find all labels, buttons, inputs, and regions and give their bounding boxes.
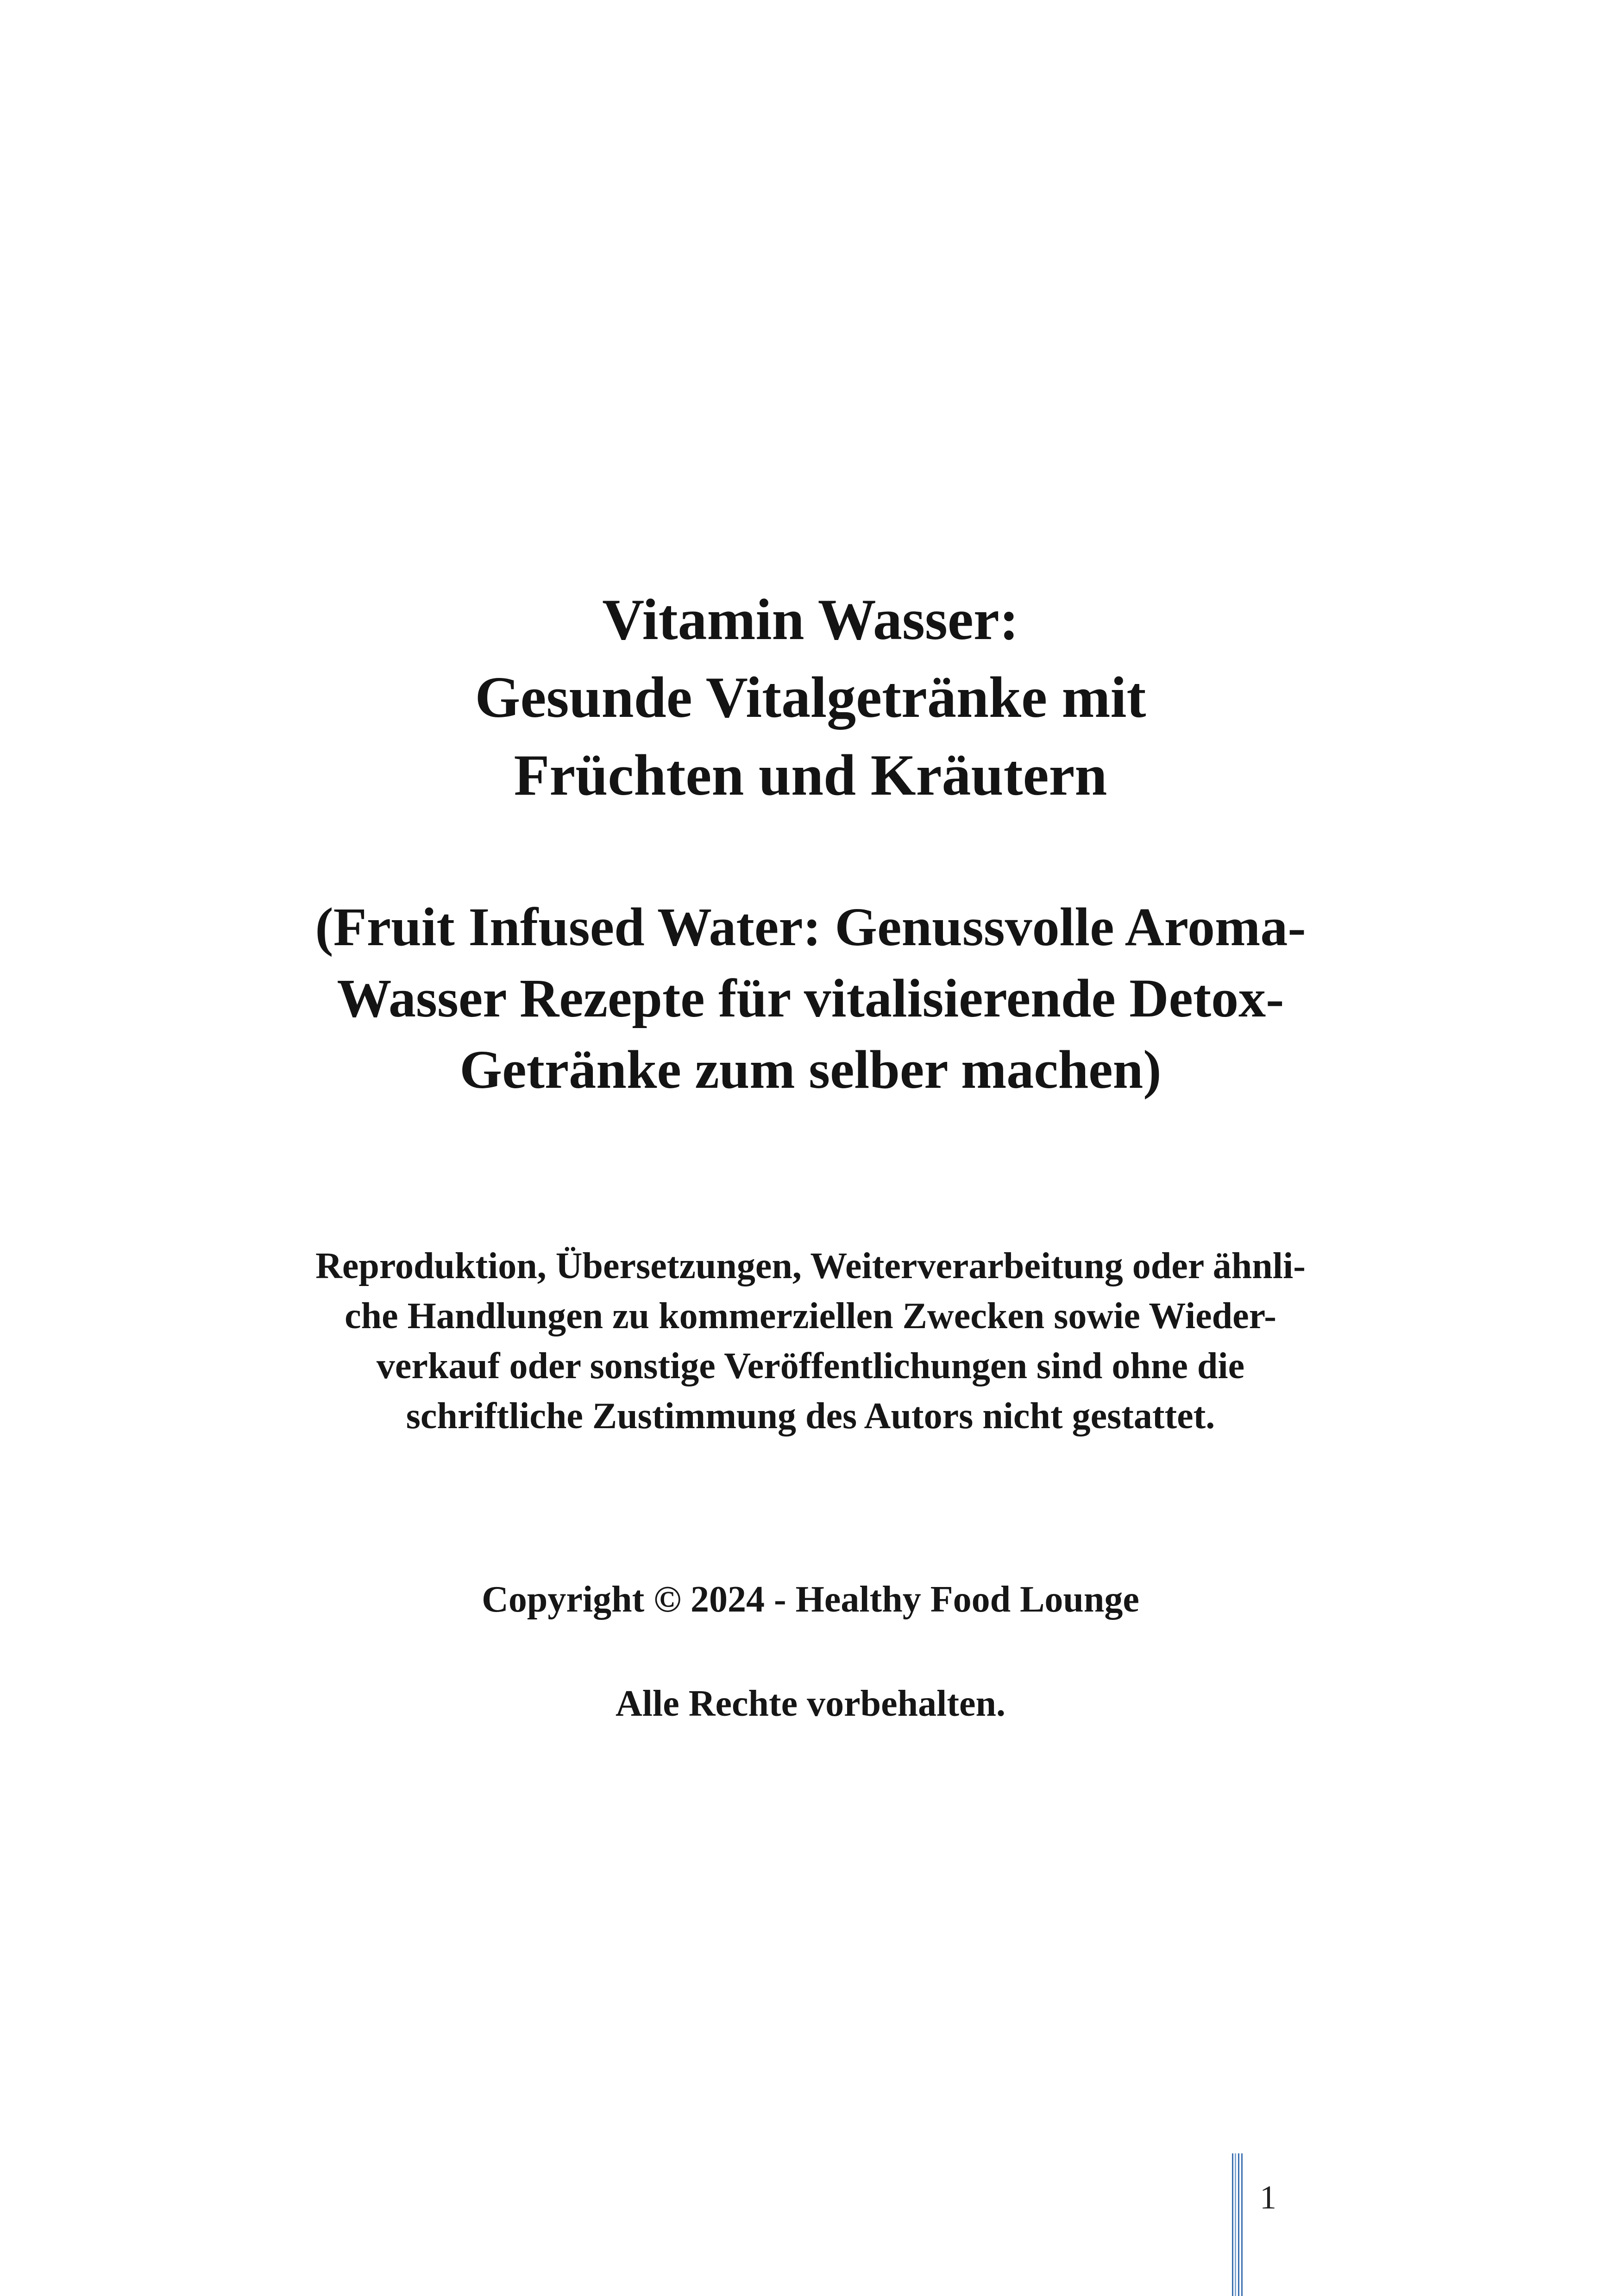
copyright-line: Copyright © 2024 - Healthy Food Lounge <box>482 1579 1139 1620</box>
page-number-rule <box>1232 2153 1244 2296</box>
notice-line-1: Reproduktion, Übersetzungen, Weiterverarbeitung oder ähnli- <box>315 1246 1306 1286</box>
legal-notice <box>0 1241 1621 1441</box>
subtitle-line-1: (Fruit Infused Water: Genussvolle Aroma- <box>315 897 1306 957</box>
notice-line-3: verkauf oder sonstige Veröffentlichungen sind ohne die <box>376 1346 1245 1386</box>
title-line-1: Vitamin Wasser: <box>602 588 1019 652</box>
notice-line-4: schriftliche Zustimmung des Autors nicht gestattet. <box>406 1396 1215 1437</box>
subtitle-line-2: Wasser Rezepte für vitalisierende Detox- <box>337 968 1284 1029</box>
book-subtitle <box>0 891 1621 1105</box>
rights-reserved-line: Alle Rechte vorbehalten. <box>615 1683 1006 1724</box>
book-title <box>0 581 1621 815</box>
page-number: 1 <box>1260 2179 1276 2216</box>
title-line-3: Früchten und Kräutern <box>514 743 1107 808</box>
subtitle-line-3: Getränke zum selber machen) <box>459 1039 1162 1100</box>
title-line-2: Gesunde Vitalgetränke mit <box>475 665 1146 730</box>
notice-line-2: che Handlungen zu kommerziellen Zwecken sowie Wieder- <box>345 1296 1276 1336</box>
